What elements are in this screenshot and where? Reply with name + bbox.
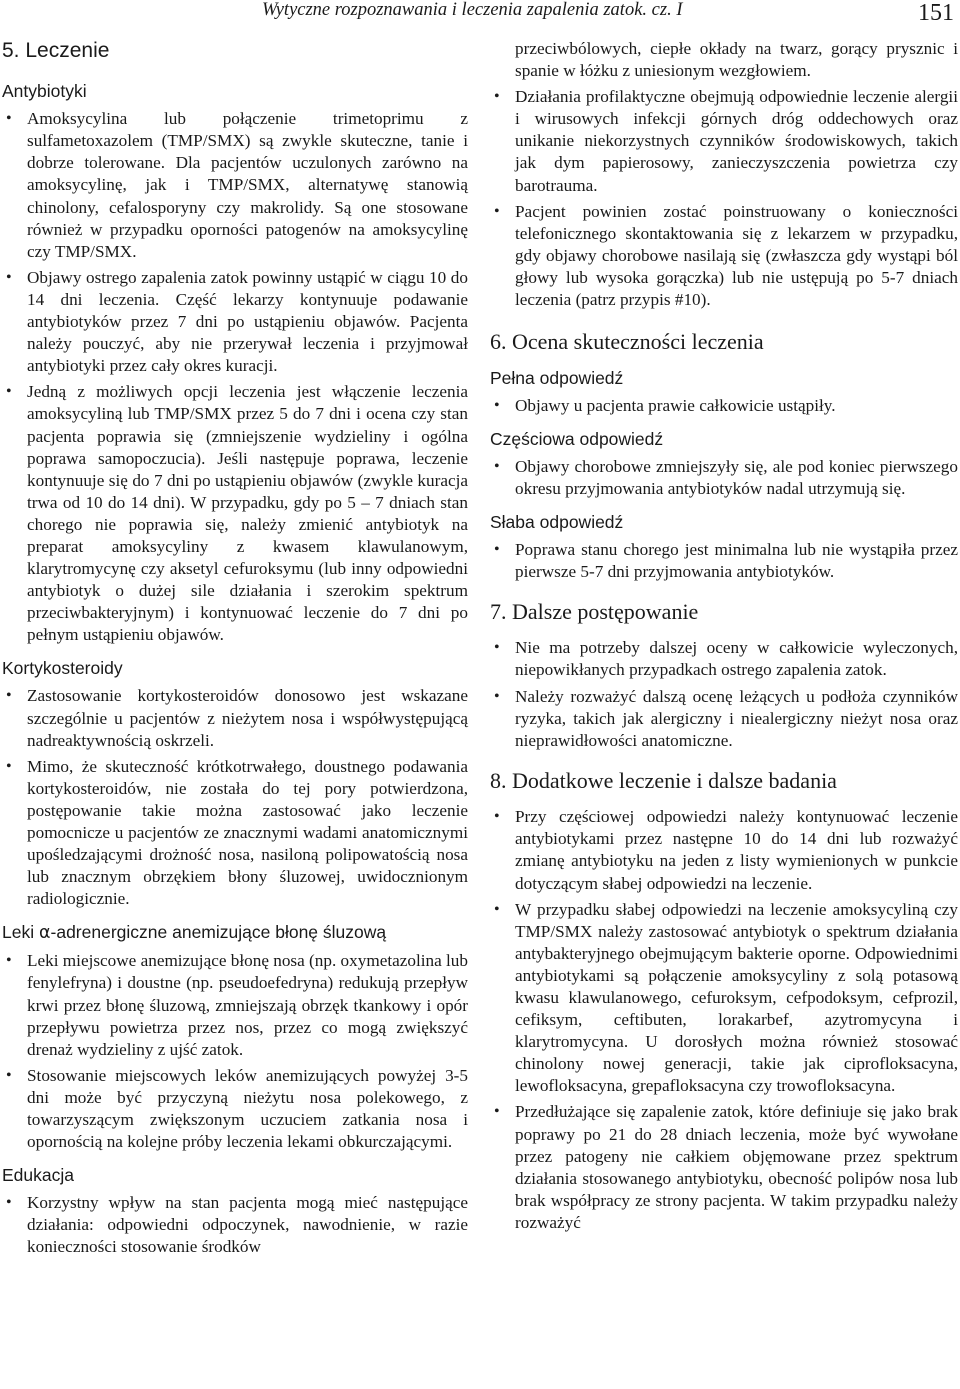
section-title-ocena: 6. Ocena skuteczności leczenia bbox=[490, 329, 764, 355]
education-list bbox=[2, 1192, 468, 1258]
subsection-title-antybiotyki: Antybiotyki bbox=[2, 81, 87, 102]
title-suffix: -adrenergiczne anemizujące błonę śluzową bbox=[50, 922, 387, 943]
list-item: • Przy częściowej odpowiedzi należy kontynuować leczenie antybiotykami przez następne 10 do 14 dni lub rozważyć zmianę antybiotyku na jeden z listy wymienionych w punkcie dotyczącym słabej odpowiedzi na leczenie. bbox=[490, 806, 958, 894]
subsection-title-slaba: Słaba odpowiedź bbox=[490, 511, 624, 532]
decongestants-list bbox=[2, 950, 468, 1153]
continuation-text: przeciwbólowych, ciepłe okłady na twarz, gorący prysznic i spanie w łóżku z uniesionym wezgłowiem. bbox=[515, 39, 958, 81]
weak-response-list bbox=[490, 539, 958, 583]
list-item: • Pacjent powinien zostać poinstruowany o konieczności telefonicznego skontaktowania się z lekarzem w przypadku, gdy objawy chorobowe nasilają się (zwłaszcza gdy wystąpi ból głowy lub wysoka gorączka) lub nie ustępują po 5-7 dniach leczenia (patrz przypis #10). bbox=[490, 201, 958, 311]
list-item: • Amoksycylina lub połączenie trimetoprimu z sulfametoxazolem (TMP/SMX) są zwykle skuteczne, tanie i dobrze tolerowane. Dla pacjentów uczulonych zarówno na amoksycylinę, jak i TMP/SMX, alternatywę stanowią chinolony, cefalosporyny czy makrolidy. Są one stosowane również w przypadku oporności patogenów na amoksycylinę czy TMP/SMX. bbox=[2, 108, 468, 263]
list-item: • Korzystny wpływ na stan pacjenta mogą mieć następujące działania: odpowiedni odpoczynek, nawodnienie, w razie konieczności stosowanie środków bbox=[2, 1192, 468, 1258]
list-item: • Mimo, że skuteczność krótkotrwałego, doustnego podawania kortykosteroidów, nie została do tej pory potwierdzona, postępowanie takie można zastosować jako leczenie pomocnicze u pacjentów ze znacznymi wadami anatomicznymi upośledzającymi drożność nosa, nasiloną polipowatością nosa lub znacznym obrzękiem błony śluzowej, uwidocznionym radiologicznie. bbox=[2, 756, 468, 911]
subsection-title-pelna: Pełna odpowiedź bbox=[490, 367, 624, 388]
section-title-dalsze: 7. Dalsze postępowanie bbox=[490, 598, 699, 624]
full-response-list bbox=[490, 395, 958, 417]
list-item: • Jedną z możliwych opcji leczenia jest włączenie leczenia amoksycyliną lub TMP/SMX przez 5 do 7 dni i ocena czy stan pacjenta poprawia się (zmniejszenie wydzieliny i ogólna poprawa samopoczucia). Jeśli następuje poprawa, leczenie kontynuuje się do 7 dni po ustąpieniu objawów (zwykle kuracja trwa od 10 do 14 dni). W przypadku, gdy po 5 – 7 dniach stan chorego nie poprawia się, należy zmienić antybiotyk na preparat amoksycyliny z kwasem klawulanowym, klarytromycynę czy aksetyl cefuroksymu (lub inny odpowiedni antybiotyk o dużej sile działania i szerokim spektrum przeciwbakteryjnym) i kontynuować leczenie do 7 dni po pełnym ustąpieniu objawów. bbox=[2, 381, 468, 646]
running-header: Wytyczne rozpoznawania i leczenia zapalenia zatok. cz. I bbox=[262, 0, 683, 20]
left-column bbox=[2, 38, 468, 1263]
subsection-title-leki-alfa bbox=[2, 922, 468, 944]
list-item: • Należy rozważyć dalszą ocenę leżących u podłoża czynników ryzyka, takich jak alergiczny i niealergiczny nieżyt nosa oraz nieprawidłowości anatomiczne. bbox=[490, 686, 958, 752]
subsection-title-kortykosteroidy: Kortykosteroidy bbox=[2, 658, 123, 679]
antibiotics-list bbox=[2, 108, 468, 646]
partial-response-list bbox=[490, 456, 958, 500]
list-item: • Objawy chorobowe zmniejszyły się, ale pod koniec pierwszego okresu przyjmowania antybiotyków nadal utrzymują się. bbox=[490, 456, 958, 500]
list-item: • Stosowanie miejscowych leków anemizujących powyżej 3-5 dni może być przyczyną nieżytu nosa polekowego, z towarzyszącym zwiększonym uczuciem zatkania nosa i opornością na kolejne próby leczenia lekami obkurczającymi. bbox=[2, 1065, 468, 1153]
education-list-continued bbox=[490, 86, 958, 311]
followup-list bbox=[490, 637, 958, 751]
subsection-title-edukacja: Edukacja bbox=[2, 1165, 74, 1186]
list-item: • W przypadku słabej odpowiedzi na leczenie amoksycyliną czy TMP/SMX należy zastosować antybiotyk o spektrum działania antybakteryjnego obejmującym bakterie oporne. Odpowiednimi antybiotykami są połączenie amoksycyliny z solą potasową kwasu klawulanowego, cefuroksym, cefpodoksym, cefprozil, cefiksym, ceftibuten, lorakarbef, azytromycyna i klarytromycyna. U dorosłych można również stosować chinolony nowej generacji, takie jak ciprofloksacyna, lewofloksacyna, grepafloksacyna czy trowofloksacyna. bbox=[490, 899, 958, 1098]
list-item: • Działania profilaktyczne obejmują odpowiednie leczenie alergii i wirusowych infekcji górnych dróg oddechowych oraz unikanie niekorzystnych czynników środowiskowych, takich jak dym papierosowy, zanieczyszczenia powietrza czy barotrauma. bbox=[490, 86, 958, 196]
list-item: • Objawy ostrego zapalenia zatok powinny ustąpić w ciągu 10 do 14 dni leczenia. Część lekarzy kontynuuje podawanie antybiotyków przez 7 dni po ustąpieniu objawów. Pacjenta należy pouczyć, aby nie przerywał leczenia i przyjmował antybiotyki przez cały okres kuracji. bbox=[2, 267, 468, 377]
section-title-leczenie: 5. Leczenie bbox=[2, 39, 110, 62]
additional-treatment-list bbox=[490, 806, 958, 1234]
alpha-symbol: α bbox=[38, 923, 51, 944]
list-item: • Zastosowanie kortykosteroidów donosowo jest wskazane szczególnie u pacjentów z nieżytem nosa i współwystępującą nadreaktywnością oskrzeli. bbox=[2, 685, 468, 751]
list-item: • Objawy u pacjenta prawie całkowicie ustąpiły. bbox=[490, 395, 958, 417]
right-column bbox=[490, 38, 958, 1238]
title-prefix: Leki bbox=[2, 922, 39, 943]
list-item: • Leki miejscowe anemizujące błonę nosa (np. oxymetazolina lub fenylefryna) i doustne (np. pseudoefedryna) redukują przepływ krwi przez błonę śluzową, zmniejszają obrzęk tkankowy i opór przepływu powietrza przez nos, przez co mogą zwiększyć drenaż wydzieliny z ujść zatok. bbox=[2, 950, 468, 1060]
section-title-dodatkowe: 8. Dodatkowe leczenie i dalsze badania bbox=[490, 767, 837, 793]
subsection-title-czesciowa: Częściowa odpowiedź bbox=[490, 428, 664, 449]
list-item: • Nie ma potrzeby dalszej oceny w całkowicie wyleczonych, niepowikłanych przypadkach ostrego zapalenia zatok. bbox=[490, 637, 958, 681]
list-item: • Poprawa stanu chorego jest minimalna lub nie wystąpiła przez pierwsze 5-7 dni przyjmowania antybiotyków. bbox=[490, 539, 958, 583]
corticosteroids-list bbox=[2, 685, 468, 910]
page-number: 151 bbox=[918, 0, 954, 26]
list-item: • Przedłużające się zapalenie zatok, które definiuje się jako brak poprawy po 21 do 28 dniach leczenia, może być wywołane przez patogeny nie całkiem objęmowane przez spektrum działania stosowanego antybiotyku, obecność polipów nosa lub brak współpracy ze strony pacjenta. W takim przypadku należy rozważyć bbox=[490, 1101, 958, 1234]
